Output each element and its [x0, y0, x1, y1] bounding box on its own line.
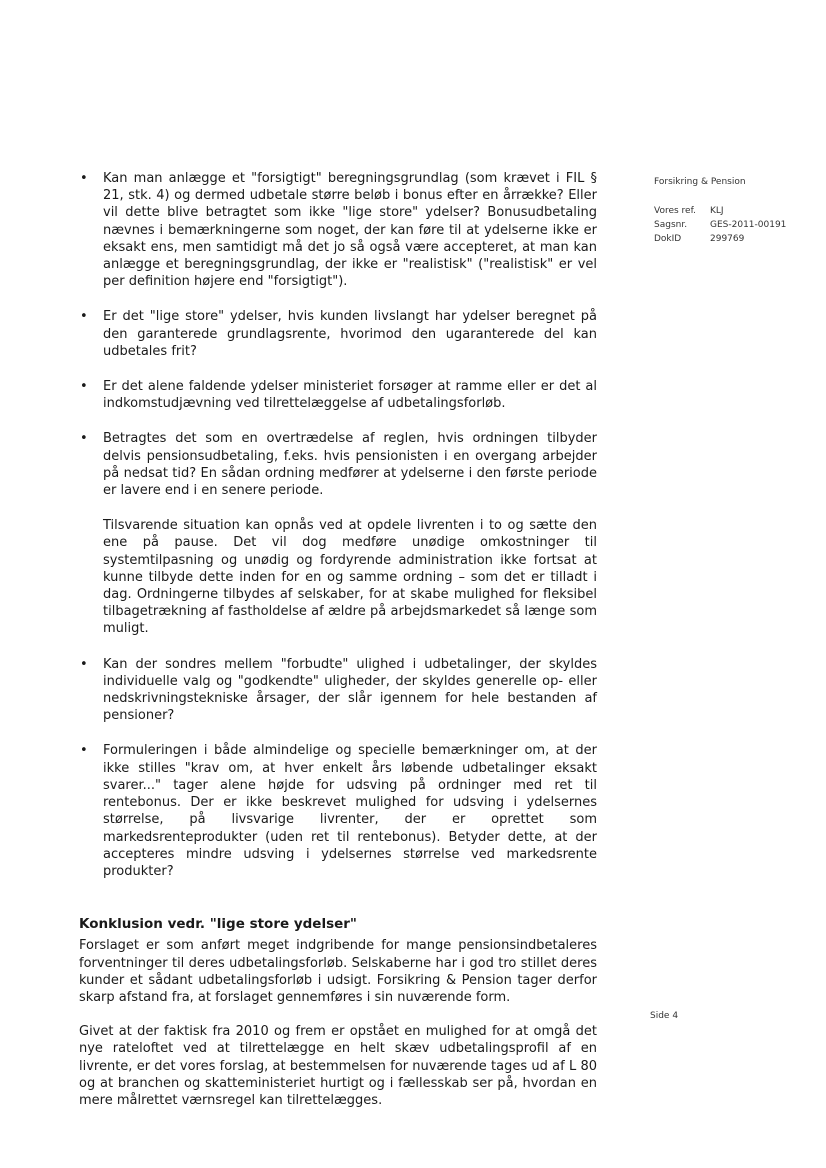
- conclusion-paragraph: Forslaget er som anført meget indgribende for mange pensionsindbetaleres forventninger til deres udbetalingsforløb. Selskaberne har i god tro stillet deres kunder et sådant udbetalingsforløb i udsigt. Forsikring & Pension tager derfor skarp afstand fra, at forslaget gennemføres i sin nuværende form.: [79, 938, 597, 1005]
- list-item-text: Formuleringen i både almindelige og specielle bemærkninger om, at der ikke stilles "krav om, at hver enkelt års løbende udbetalinger eksakt svarer..." tager alene højde for udsving på ordninger med ret til rentebonus. Der er ikke beskrevet mulighed for udsving i ydelsernes størrelse, på livsvarige livrenter, der er oprettet som markedsrenteprodukter (uden ret til rentebonus). Betyder dette, at der accepteres mindre udsving i ydelsernes størrelse ved markedsrente produkter?: [103, 743, 597, 879]
- list-item-text: Kan der sondres mellem "forbudte" ulighed i udbetalinger, der skyldes individuelle valg og "godkendte" uligheder, der skyldes generelle op- eller nedskrivningstekniske årsager, der slår igennem for hele bestanden af pensioner?: [103, 656, 597, 724]
- list-item: [79, 656, 597, 725]
- page-number: Side 4: [650, 1011, 679, 1021]
- bullet-icon: •: [80, 743, 88, 759]
- list-item: [79, 170, 597, 290]
- ref-row: [654, 204, 814, 218]
- sub-paragraph: Tilsvarende situation kan opnås ved at opdele livrenten i to og sætte den ene på pause. Det vil dog medføre unødige omkostninger til systemtilpasning og unødig og fordyrende administration ikke fortsat at kunne tilbyde dette inden for en og samme ordning – som det er tilladt i dag. Ordningerne tilbydes af selskaber, for at skabe mulighed for fleksibel tilbagetrækning af fastholdelse af ældre på arbejdsmarkedet så længe som muligt.: [103, 518, 597, 637]
- list-item-text: Er det alene faldende ydelser ministeriet forsøger at ramme eller er det al indkomstudjævning ved tilrettelæggelse af udbetalingsforløb.: [103, 379, 597, 412]
- bullet-icon: •: [80, 379, 88, 395]
- question-list: [79, 170, 597, 499]
- list-item: [79, 430, 597, 499]
- doc-id-row: [654, 232, 814, 246]
- sidebar-meta: [654, 175, 814, 246]
- list-item: [79, 742, 597, 880]
- doc-id-value: 299769: [710, 234, 745, 244]
- list-item: [79, 378, 597, 412]
- conclusion-heading: Konklusion vedr. "lige store ydelser": [79, 916, 357, 933]
- list-item-text: Betragtes det som en overtrædelse af reglen, hvis ordningen tilbyder delvis pensionsudbetaling, f.eks. hvis pensionisten i en overgang arbejder på nedsat tid? En sådan ordning medfører at ydelserne i den første periode er lavere end i en senere periode.: [103, 431, 597, 499]
- bullet-icon: •: [80, 309, 88, 325]
- organization-name: Forsikring & Pension: [654, 177, 746, 187]
- bullet-icon: •: [80, 431, 88, 447]
- list-item: [79, 308, 597, 360]
- list-item-text: Er det "lige store" ydelser, hvis kunden livslangt har ydelser beregnet på den garanterede grundlagsrente, hvorimod den ugaranterede del kan udbetales frit?: [103, 309, 597, 359]
- ref-value: KLJ: [710, 206, 724, 216]
- question-list-continued: [79, 656, 597, 880]
- main-content: [79, 170, 597, 1126]
- case-number-row: [654, 218, 814, 232]
- bullet-icon: •: [80, 171, 88, 186]
- list-item-text: Kan man anlægge et "forsigtigt" beregningsgrundlag (som krævet i FIL § 21, stk. 4) og dermed udbetale større beløb i bonus efter en årrække? Eller vil dette blive betragtet som ikke "lige store" ydelser? Bonusudbetaling nævnes i bemærkningerne som noget, der kan føre til at ydelserne ikke er eksakt ens, men samtidigt må det jo så også være accepteret, at man kan anlægge et beregningsgrundlag, der ikke er "realistisk" ("realistisk" er vel per definition højere end "forsigtigt").: [103, 171, 597, 290]
- case-number-label: Sagsnr.: [654, 220, 688, 230]
- case-number-value: GES-2011-00191: [710, 220, 787, 230]
- doc-id-label: DokID: [654, 234, 682, 244]
- bullet-icon: •: [80, 656, 88, 672]
- conclusion-paragraph: Givet at der faktisk fra 2010 og frem er opstået en mulighed for at omgå det nye rateloftet ved at tilrettelægge en helt skæv udbetalingsprofil af en livrente, er det vores forslag, at bestemmelsen for nuværende tages ud af L 80 og at branchen og skatteministeriet hurtigt og i fællesskab ser på, hvordan en mere målrettet værnsregel kan tilrettelægges.: [79, 1024, 597, 1108]
- ref-label: Vores ref.: [654, 206, 696, 216]
